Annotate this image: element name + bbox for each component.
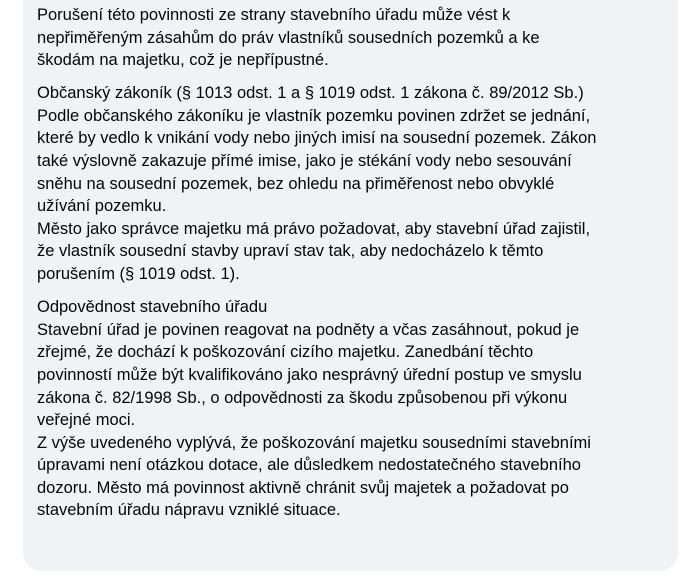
text-line: úpravami není otázkou dotace, ale důsledkem nedostatečného stavebního <box>37 456 581 475</box>
text-line: Město jako správce majetku má právo požadovat, aby stavební úřad zajistil, <box>37 219 591 238</box>
text-line: škodám na majetku, což je nepřípustné. <box>37 51 329 70</box>
text-line: užívání pozemku. <box>37 197 167 216</box>
section-heading: Odpovědnost stavebního úřadu <box>37 298 268 317</box>
section-heading: Občanský zákoník (§ 1013 odst. 1 a § 1019 odst. 1 zákona č. 89/2012 Sb.) <box>37 84 584 103</box>
comment-bubble <box>23 0 678 571</box>
text-line: dozoru. Město má povinnost aktivně chránit svůj majetek a požadovat po <box>37 478 569 497</box>
text-line: porušením (§ 1019 odst. 1). <box>37 265 240 284</box>
text-line: sněhu na sousední pozemek, bez ohledu na přiměřenost nebo obvyklé <box>37 174 555 193</box>
text-line: veřejné moci. <box>37 411 136 430</box>
text-line: Z výše uvedeného vyplývá, že poškozování majetku sousedními stavebními <box>37 433 591 452</box>
text-line: stavebním úřadu nápravu vzniklé situace. <box>37 501 341 520</box>
text-line: které by vedlo k vnikání vody nebo jiných imisí na sousední pozemek. Zákon <box>37 129 597 148</box>
comment-text <box>37 4 667 522</box>
text-line: Porušení této povinnosti ze strany stavebního úřadu může vést k <box>37 6 511 24</box>
comment-paragraph-1 <box>37 4 667 72</box>
text-line: že vlastník sousední stavby upraví stav tak, aby nedocházelo k těmto <box>37 242 544 261</box>
comment-paragraph-2 <box>37 82 667 285</box>
text-line: nepřiměřeným zásahům do práv vlastníků sousedních pozemků a ke <box>37 28 540 47</box>
text-line: také výslovně zakazuje přímé imise, jako je stékání vody nebo sesouvání <box>37 152 572 171</box>
text-line: Stavební úřad je povinen reagovat na podněty a včas zasáhnout, pokud je <box>37 320 580 339</box>
text-line: Podle občanského zákoníku je vlastník pozemku povinen zdržet se jednání, <box>37 106 591 125</box>
text-line: povinností může být kvalifikováno jako nesprávný úřední postup ve smyslu <box>37 365 582 384</box>
text-line: zákona č. 82/1998 Sb., o odpovědnosti za škodu způsobenou při výkonu <box>37 388 568 407</box>
text-line: zřejmé, že dochází k poškozování cizího majetku. Zanedbání těchto <box>37 343 534 362</box>
comment-paragraph-3 <box>37 296 667 522</box>
